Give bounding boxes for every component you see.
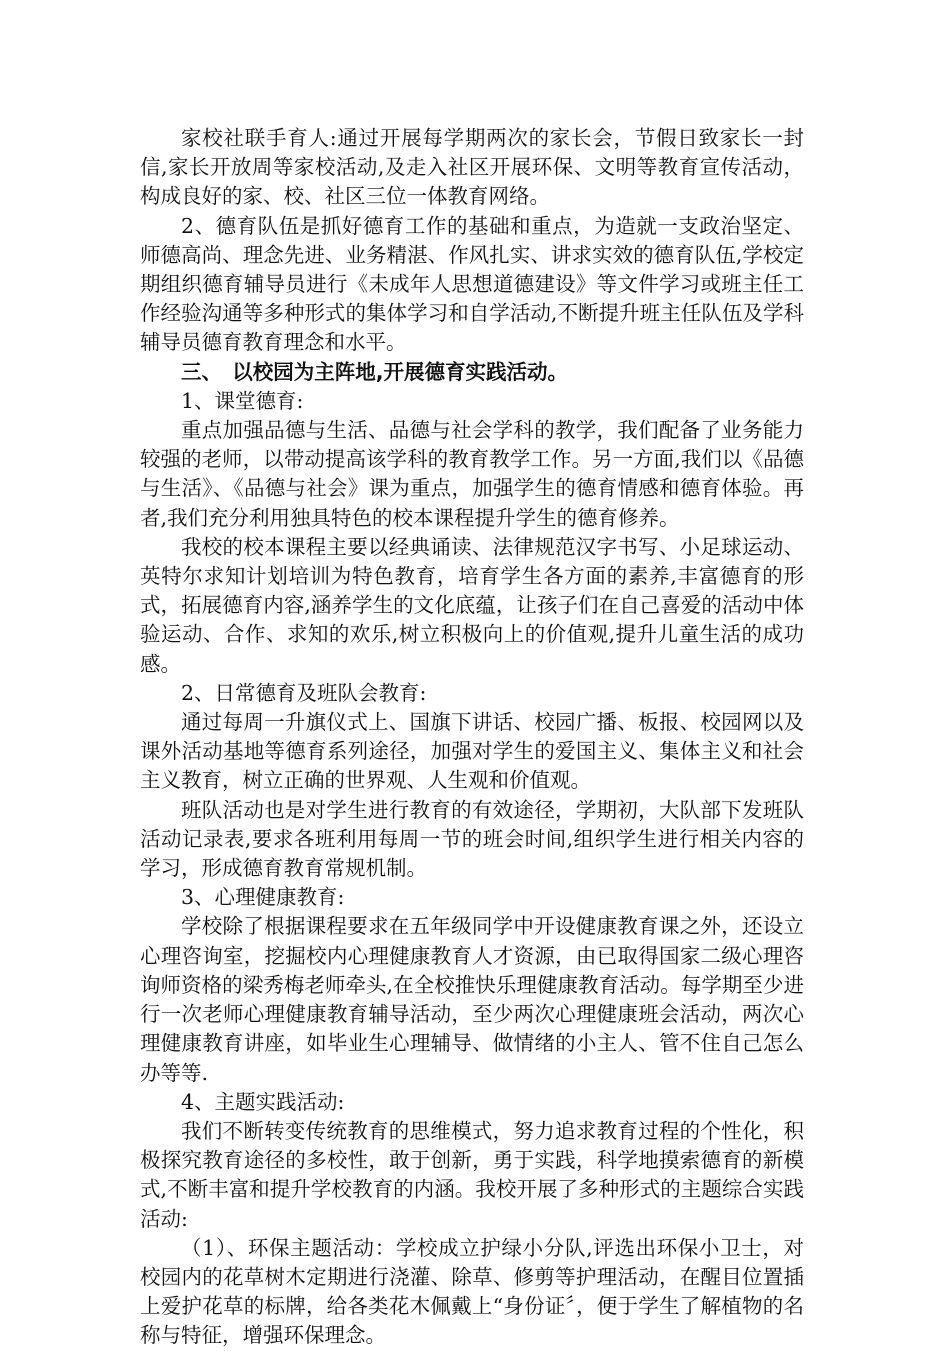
paragraph-mental-health: 学校除了根据课程要求在五年级同学中开设健康教育课之外，还设立心理咨询室，挖掘校内心理健康教育人才资源，由已取得国家二级心理咨询师资格的梁秀梅老师牵头,在全校推快乐理健康教育活动。每学期至少进行一次老师心理健康教育辅导活动，至少两次心理健康班会活动，两次心理健康教育讲座，如毕业生心理辅导、做情绪的小主人、管不住自己怎么办等等. [140,914,804,1085]
subheading-mental-health: 3、心理健康教育: [181,885,345,910]
paragraph-moral-team: 2、德育队伍是抓好德育工作的基础和重点，为造就一支政治坚定、师德高尚、理念先进、业务精湛、作风扎实、讲求实效的德育队伍,学校定期组织德育辅导员进行《未成年人思想道德建设》等文件学习或班主任工作经验沟通等多种形式的集体学习和自学活动,不断提升班主任队伍及学科辅导员德育教育理念和水平。 [140,213,804,355]
subheading-daily-moral: 2、日常德育及班队会教育: [181,680,427,705]
paragraph-class-activities: 班队活动也是对学生进行教育的有效途径，学期初，大队部下发班队活动记录表,要求各班利用每周一节的班会时间,组织学生进行相关内容的学习，形成德育教育常规机制。 [140,797,804,881]
paragraph-classroom-moral: 重点加强品德与生活、品德与社会学科的教学，我们配备了业务能力较强的老师，以带动提高该学科的教育教学工作。另一方面,我们以《品德与生活》、《品德与社会》课为重点，加强学生的德育情感和德育体验。再者,我们充分利用独具特色的校本课程提升学生的德育修养。 [140,418,804,530]
subheading-theme-practice: 4、主题实践活动: [181,1089,345,1114]
section-heading-three: 三、 以校园为主阵地,开展德育实践活动。 [181,359,569,384]
paragraph-daily-moral: 通过每周一升旗仪式上、国旗下讲话、校园广播、板报、校园网以及课外活动基地等德育系列途径，加强对学生的爱国主义、集体主义和社会主义教育，树立正确的世界观、人生观和价值观。 [140,710,804,793]
document-body [140,124,804,1351]
subheading-classroom-moral: 1、课堂德育: [181,388,304,413]
paragraph-theme-practice: 我们不断转变传统教育的思维模式，努力追求教育过程的个性化，积极探究教育途径的多校性，敢于创新，勇于实践，科学地摸索德育的新模式,不断丰富和提升学校教育的内涵。我校开展了多种形式的主题综合实践活动: [140,1118,804,1231]
paragraph-environmental-activity: （1）、环保主题活动：学校成立护绿小分队,评选出环保小卫士，对校园内的花草树木定期进行浇灌、除草、修剪等护理活动，在醒目位置插上爱护花草的标牌，给各类花木佩戴上“身份证〞，便于学生了解植物的名称与特征，增强环保理念。 [140,1235,804,1348]
paragraph-school-curriculum: 我校的校本课程主要以经典诵读、法律规范汉字书写、小足球运动、英特尔求知计划培训为特色教育，培育学生各方面的素养,丰富德育的形式，拓展德育内容,涵养学生的文化底蕴，让孩子们在自己喜爱的活动中体验运动、合作、求知的欢乐,树立积极向上的价值观,提升儿童生活的成功感。 [140,534,804,676]
paragraph-home-school-community: 家校社联手育人:通过开展每学期两次的家长会，节假日致家长一封信,家长开放周等家校活动,及走入社区开展环保、文明等教育宣传活动，构成良好的家、校、社区三位一体教育网络。 [140,126,804,209]
